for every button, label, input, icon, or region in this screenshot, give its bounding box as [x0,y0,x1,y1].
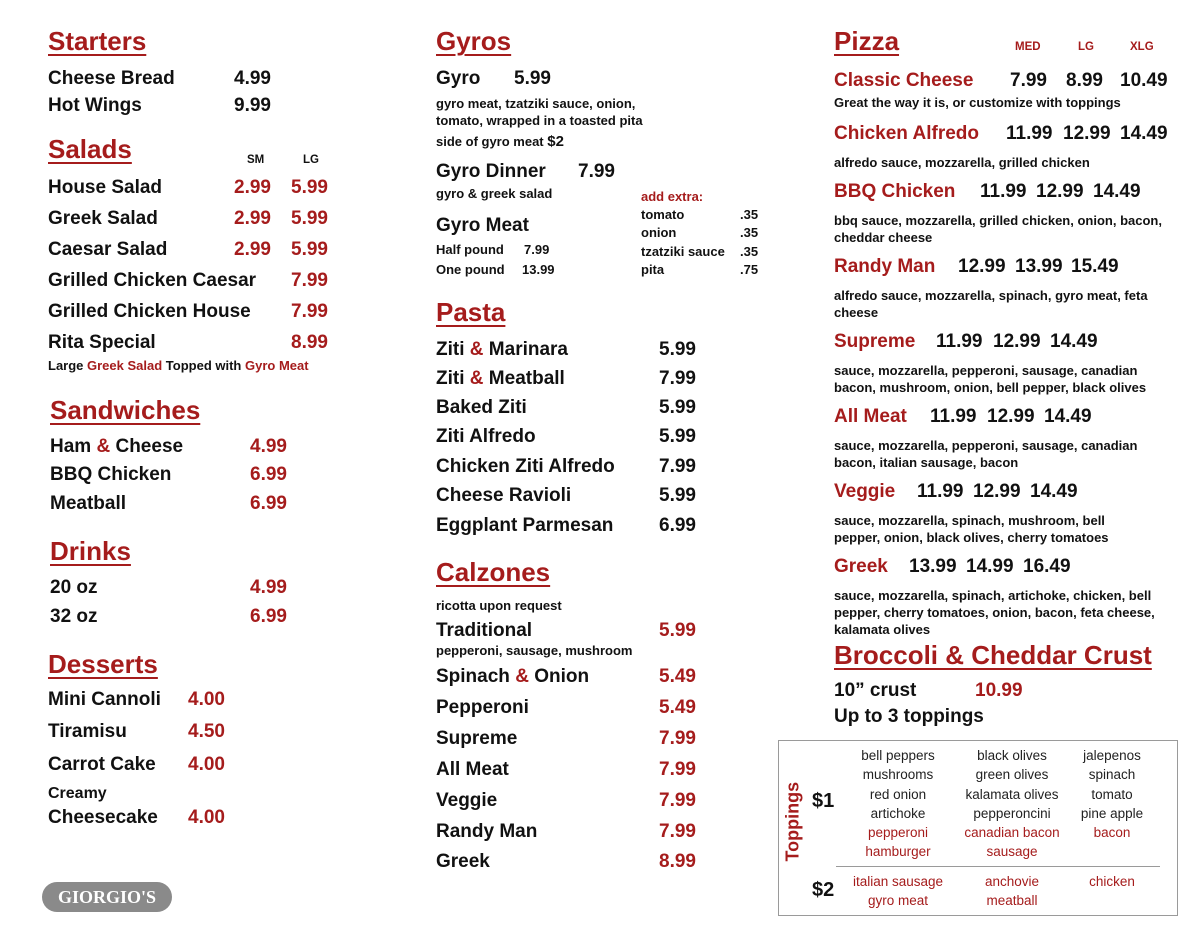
pizza-description: alfredo sauce, mozzarella, spinach, gyro meat, feta cheese [834,288,1148,320]
menu-item-name: Greek Salad [48,208,158,229]
menu-item-price-sm: 2.99 [234,177,271,198]
menu-item-name: Eggplant Parmesan [436,515,614,536]
menu-item-name: Ziti & Marinara [436,339,568,360]
menu-item-price: 7.99 [659,821,696,842]
toppings-divider [836,866,1160,867]
toppings-col-3 [1062,746,1162,842]
menu-item-price: 4.00 [188,754,225,775]
topping-item: chicken [1089,874,1135,889]
pizza-price-med: 12.99 [958,256,1006,277]
menu-item-prefix: Creamy [48,785,107,802]
menu-item-price: 4.50 [188,721,225,742]
pizza-price-med: 11.99 [980,181,1027,202]
pizza-price-xlg: 14.49 [1050,331,1098,352]
starters-heading: Starters [48,26,147,56]
menu-item-name: Ziti & Meatball [436,368,565,389]
toppings-label: Toppings [782,781,803,862]
topping-item: spinach [1088,767,1136,783]
menu-item-name: Traditional [436,620,533,641]
pizza-price-lg: 12.99 [973,481,1021,502]
menu-item-price: 5.49 [659,697,696,718]
menu-item-name: House Salad [48,177,163,198]
menu-item-price-lg: 7.99 [291,301,328,322]
size-label-sm: SM [247,154,265,166]
topping-item: pepperoncini [973,805,1051,821]
drinks-heading: Drinks [50,536,131,566]
menu-item-name: Rita Special [48,332,156,353]
extra-price: .35 [740,225,759,240]
broccoli-crust-heading: Broccoli & Cheddar Crust [834,640,1152,670]
menu-item-price: 5.99 [514,68,551,89]
topping-item: red onion [869,786,927,802]
menu-item-description: gyro meat, tzatziki sauce, onion, tomato, wrapped in a toasted pita [436,96,643,128]
pizza-description: bbq sauce, mozzarella, grilled chicken, onion, bacon, cheddar cheese [834,213,1162,245]
extra-item: onion [641,225,677,240]
pizza-price-xlg: 16.49 [1023,556,1071,577]
menu-item-price: 7.99 [659,368,696,389]
pizza-price-xlg: 14.49 [1093,181,1141,202]
pizza-price-lg: 12.99 [1063,123,1111,144]
salads-heading: Salads [48,134,132,164]
pizza-description: sauce, mozzarella, spinach, mushroom, bell pepper, onion, black olives, cherry tomatoes [834,513,1109,545]
menu-item-name: Pepperoni [436,697,529,718]
menu-item-name: Spinach & Onion [436,666,590,687]
extra-item: tzatziki sauce [641,244,725,259]
menu-item-price: 7.99 [659,728,696,749]
pizza-description: sauce, mozzarella, spinach, artichoke, chicken, bell pepper, cherry tomatoes, onion, bacon, feta cheese, kalamata olives [834,588,1155,637]
pizza-name: Veggie [834,481,896,502]
pizza-description: alfredo sauce, mozzarella, grilled chicken [834,155,1090,170]
add-extra-title: add extra: [641,189,704,204]
menu-item-price: 5.99 [659,397,696,418]
extra-price: .75 [740,262,759,277]
gyro-meat-one-price: 13.99 [522,262,555,277]
size-label-xlg: XLG [1130,41,1154,53]
topping-item: tomato [1091,786,1133,802]
menu-item-name: Grilled Chicken Caesar [48,270,257,291]
menu-item-name: All Meat [436,759,509,780]
menu-item-price: 4.99 [250,436,287,457]
toppings-col-2 [952,746,1072,862]
menu-item-name: Tiramisu [48,721,127,742]
menu-item-price: 5.99 [659,485,696,506]
topping-item: hamburger [865,844,931,860]
pizza-description: sauce, mozzarella, pepperoni, sausage, canadian bacon, mushroom, onion, bell pepper, black olives [834,363,1147,395]
pizza-description: Great the way it is, or customize with toppings [834,95,1121,110]
size-label-med: MED [1015,41,1041,53]
menu-item-name: Caesar Salad [48,239,168,260]
pizza-price-med: 11.99 [917,481,964,502]
gyros-heading: Gyros [436,26,512,56]
menu-item-price: 7.99 [659,456,696,477]
menu-item-description: gyro & greek salad [436,186,553,201]
topping-item: green olives [975,767,1049,783]
menu-item-price: 7.99 [578,161,615,182]
menu-item-name: Greek [436,851,490,872]
menu-item-price-lg: 5.99 [291,208,328,229]
pizza-name: All Meat [834,406,907,427]
pizza-name: Randy Man [834,256,936,277]
menu-item-price: 7.99 [659,790,696,811]
pizza-price-xlg: 15.49 [1071,256,1119,277]
menu-item-price: 4.99 [250,577,287,598]
menu-item-price: 9.99 [234,95,271,116]
topping-item: bacon [1093,825,1131,841]
menu-item-price: 6.99 [250,493,287,514]
toppings-2-col-3 [1062,872,1162,891]
topping-item: jalepenos [1083,748,1141,763]
toppings-2-col-2 [952,872,1072,911]
crust-price: 10.99 [975,680,1023,701]
logo-text: GIORGIO'S [57,887,157,907]
topping-item: pine apple [1080,805,1144,821]
gyro-meat-one: One pound [436,262,505,277]
pizza-price-lg: 8.99 [1066,70,1103,91]
size-label-lg: LG [303,154,319,166]
pizza-price-xlg: 14.49 [1030,481,1078,502]
pizza-description: sauce, mozzarella, pepperoni, sausage, canadian bacon, italian sausage, bacon [834,438,1138,470]
pizza-name: Supreme [834,331,916,352]
gyro-meat-half: Half pound [436,242,504,257]
menu-item-price-lg: 7.99 [291,270,328,291]
pizza-price-lg: 14.99 [966,556,1014,577]
calzones-note: ricotta upon request [436,598,562,613]
topping-item: anchovie [984,874,1040,889]
menu-item-price: 7.99 [659,759,696,780]
rita-special-note: Large Greek Salad Topped with Gyro Meat [48,358,309,373]
crust-size: 10” crust [834,680,917,701]
menu-item-name: Carrot Cake [48,754,156,775]
menu-item-price-sm: 2.99 [234,239,271,260]
topping-item: kalamata olives [965,786,1059,802]
pizza-price-med: 11.99 [930,406,977,427]
menu-item-name: Gyro Dinner [436,161,546,182]
menu-item-name: 32 oz [50,606,98,627]
logo [42,882,172,912]
pizza-price-lg: 13.99 [1015,256,1063,277]
menu-item-price-lg: 5.99 [291,177,328,198]
extra-price: .35 [740,207,759,222]
menu-item-price: 6.99 [659,515,696,536]
menu-item-name: Supreme [436,728,518,749]
sandwiches-heading: Sandwiches [50,395,201,425]
topping-item: artichoke [870,805,926,821]
menu-item-name: BBQ Chicken [50,464,172,485]
extra-item: tomato [641,207,685,222]
menu-item-price: 8.99 [659,851,696,872]
toppings-price-2: $2 [812,879,835,901]
pizza-heading: Pizza [834,26,900,56]
pizza-price-med: 11.99 [936,331,983,352]
toppings-2-col-1 [838,872,958,911]
menu-item-name: Chicken Ziti Alfredo [436,456,615,477]
topping-item: mushrooms [862,767,934,783]
menu-item-name: Ziti Alfredo [436,426,536,447]
topping-item: sausage [986,844,1038,860]
menu-item-name: Randy Man [436,821,538,842]
menu-item-price: 6.99 [250,464,287,485]
menu-item-name: Cheesecake [48,807,158,828]
menu-item-price: 5.49 [659,666,696,687]
menu-item-price: 5.99 [659,426,696,447]
menu-item-name: Veggie [436,790,498,811]
menu-item-name: Cheese Ravioli [436,485,572,506]
menu-item-name: Baked Ziti [436,397,527,418]
menu-item-name: Mini Cannoli [48,689,161,710]
menu-item-price-lg: 5.99 [291,239,328,260]
pizza-price-xlg: 10.49 [1120,70,1168,91]
topping-item: gyro meat [867,893,929,909]
menu-item-price-sm: 2.99 [234,208,271,229]
menu-item-name: Hot Wings [48,95,142,116]
pizza-price-lg: 12.99 [993,331,1041,352]
crust-note: Up to 3 toppings [834,706,984,727]
size-label-lg: LG [1078,41,1094,53]
pizza-price-med: 7.99 [1010,70,1047,91]
toppings-price-1: $1 [812,790,835,812]
menu-item-price-lg: 8.99 [291,332,328,353]
menu-item-name: Meatball [50,493,127,514]
topping-item: italian sausage [852,874,944,889]
extra-item: pita [641,262,665,277]
topping-item: bell peppers [861,748,935,763]
pizza-name: Greek [834,556,888,577]
toppings-col-1 [838,746,958,862]
pizza-name: Chicken Alfredo [834,123,979,144]
desserts-heading: Desserts [48,649,158,679]
pizza-price-xlg: 14.49 [1044,406,1092,427]
pizza-name: Classic Cheese [834,70,974,91]
menu-item-name: Gyro Meat [436,215,529,236]
pasta-heading: Pasta [436,297,506,327]
menu-item-price: 5.99 [659,620,696,641]
topping-item: black olives [977,748,1047,763]
menu-item-price: 4.99 [234,68,271,89]
menu-item-price: 6.99 [250,606,287,627]
pizza-price-lg: 12.99 [987,406,1035,427]
gyro-meat-half-price: 7.99 [524,242,550,257]
menu-item-name: Ham & Cheese [50,436,184,457]
menu-item-name: 20 oz [50,577,98,598]
menu-item-name: Gyro [436,68,481,89]
topping-item: pepperoni [867,825,929,841]
menu-item-name: Grilled Chicken House [48,301,251,322]
pizza-price-med: 13.99 [909,556,957,577]
pizza-price-med: 11.99 [1006,123,1053,144]
menu-item-description: pepperoni, sausage, mushroom [436,643,633,658]
pizza-price-lg: 12.99 [1036,181,1084,202]
menu-item-price: 5.99 [659,339,696,360]
pizza-name: BBQ Chicken [834,181,956,202]
topping-item: meatball [986,893,1038,909]
menu-item-price: 4.00 [188,689,225,710]
extra-price: .35 [740,244,759,259]
menu-item-name: Cheese Bread [48,68,175,89]
calzones-heading: Calzones [436,557,551,587]
pizza-price-xlg: 14.49 [1120,123,1168,144]
menu-item-price: 4.00 [188,807,225,828]
gyro-side-note: side of gyro meat $2 [436,133,564,150]
topping-item: canadian bacon [964,825,1060,841]
